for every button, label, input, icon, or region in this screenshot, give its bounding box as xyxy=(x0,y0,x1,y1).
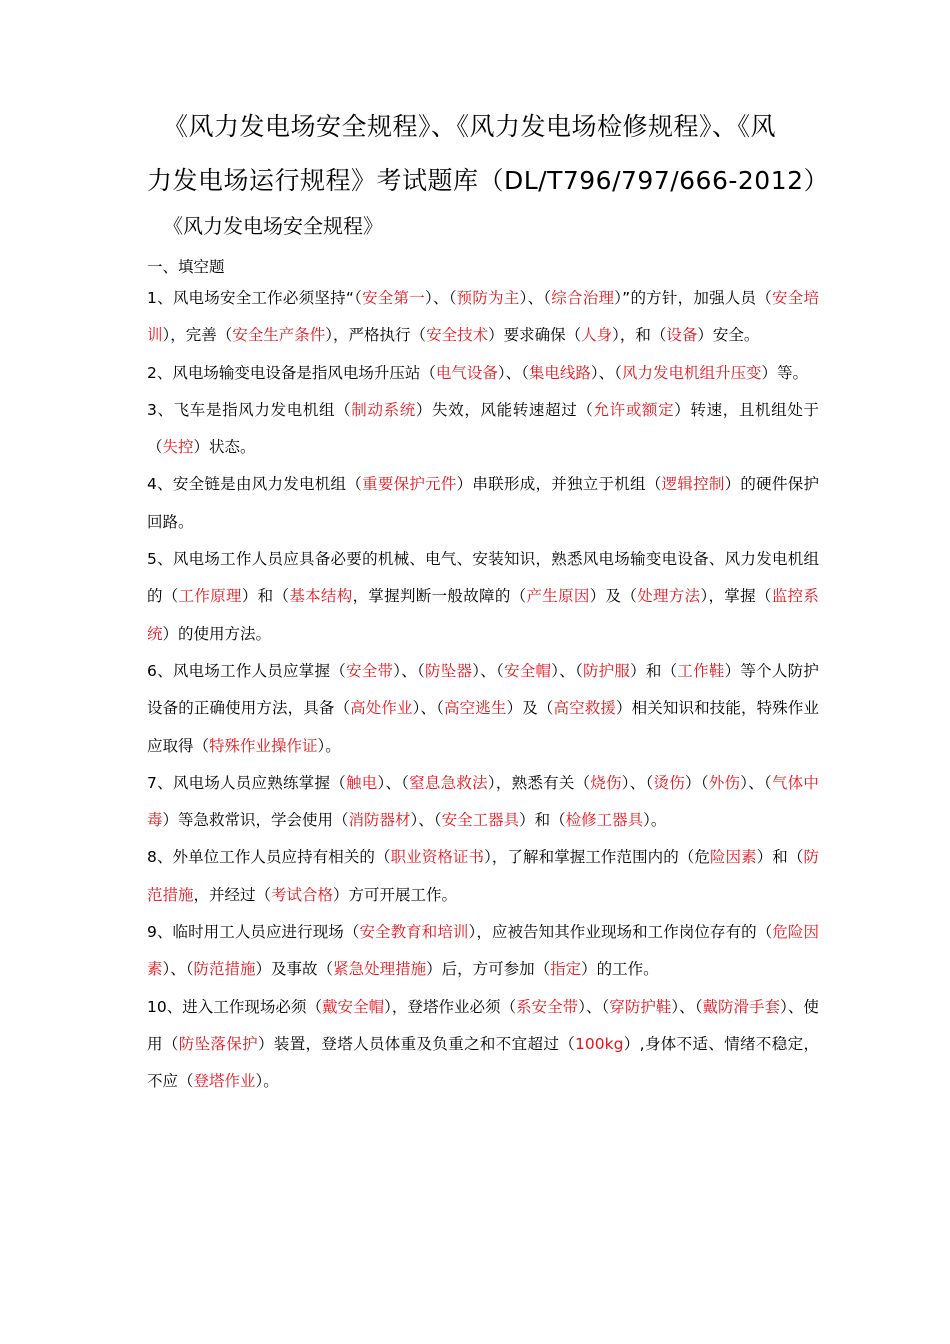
answer-text: 安全工器具 xyxy=(441,811,520,830)
question-text: ），登塔作业必须（ xyxy=(384,997,517,1016)
answer-text: 制动系统 xyxy=(351,400,416,419)
question-text: ）失效，风能转速超过（ xyxy=(415,400,594,419)
answer-text: 集电线路 xyxy=(528,363,591,382)
question-item xyxy=(147,355,819,392)
question-item xyxy=(147,466,819,541)
answer-text: 烧伤 xyxy=(590,773,622,792)
question-text: ）等急救常识，学会使用（ xyxy=(162,811,349,830)
question-text: ）、（ xyxy=(671,997,703,1016)
question-text: ），完善（ xyxy=(162,326,233,345)
question-text: ）、（ xyxy=(740,773,772,792)
answer-text: 高处作业 xyxy=(350,699,413,718)
question-text: 8、外单位工作人员应持有相关的（ xyxy=(147,848,391,867)
answer-text: 综合治理 xyxy=(551,289,615,307)
question-text: ）等个人防护设备的正确使用方法，具备（ xyxy=(147,661,819,718)
answer-text: 防护服 xyxy=(582,661,631,680)
document-title xyxy=(147,100,830,208)
answer-text: 紧急处理措施 xyxy=(333,960,427,979)
question-text: ）和（ xyxy=(241,587,290,606)
question-text: ）和（ xyxy=(519,811,566,830)
answer-text: 检修工器具 xyxy=(565,811,644,830)
question-text: ）的工作。 xyxy=(581,960,659,979)
question-text: ）、（ xyxy=(497,363,529,382)
question-text: ）等。 xyxy=(761,363,808,382)
answer-text: 设备 xyxy=(666,326,698,345)
answer-text: 特殊作业操作证 xyxy=(209,736,318,755)
question-text: ），严格执行（ xyxy=(325,326,427,345)
answer-text: 产生原因 xyxy=(526,587,590,606)
question-text: 9、临时用工人员应进行现场（ xyxy=(147,923,360,942)
answer-text: 防坠器 xyxy=(425,661,473,680)
question-text: ）要求确保（ xyxy=(488,326,582,345)
question-text: 1、风电场安全工作必须坚持“（ xyxy=(147,289,363,307)
answer-text: 监控系统 xyxy=(147,587,819,643)
section-heading: 一、填空题 xyxy=(147,258,225,276)
answer-text: 人身 xyxy=(581,326,613,345)
question-text: ）、（ xyxy=(621,773,654,792)
question-text: ）、（ xyxy=(162,960,194,979)
answer-text: 登塔作业 xyxy=(193,1072,256,1091)
question-text: ）、（ xyxy=(424,289,457,307)
answer-text: 消防器材 xyxy=(348,811,411,830)
answer-text: 戴安全帽 xyxy=(322,997,385,1016)
answer-text: 危险因素 xyxy=(147,923,819,979)
question-text: ）、（ xyxy=(519,289,552,307)
answer-text: 基本结构 xyxy=(289,587,353,606)
question-text: ）串联形成，并独立于机组（ xyxy=(456,475,662,494)
question-text: 4、安全链是由风力发电机组（ xyxy=(147,475,363,494)
answer-text: 烫伤 xyxy=(653,773,685,792)
answer-text: 防坠落保护 xyxy=(178,1034,258,1053)
question-item xyxy=(147,280,819,355)
question-text: ）后，方可参加（ xyxy=(426,960,551,979)
answer-text: 外伤 xyxy=(708,773,741,792)
question-item xyxy=(147,392,819,467)
title-line-1: 《风力发电场安全规程》、《风力发电场检修规程》、《风 xyxy=(163,112,777,141)
answer-text: 指定 xyxy=(550,960,582,979)
question-text: 5、风电场工作人员应具备必要的机械、电气、安装知识，熟悉风电场输变电设备、风力发电机组的（ xyxy=(147,550,819,606)
question-text: 3、飞车是指风力发电机组（ xyxy=(147,400,352,419)
answer-text: 穿防护鞋 xyxy=(609,997,672,1016)
answer-text: 险因素 xyxy=(709,848,757,867)
answer-text: 高空救援 xyxy=(553,699,616,718)
question-text: ）及（ xyxy=(506,699,554,718)
question-text: ），应被告知其作业现场和工作岗位存有的（ xyxy=(468,923,773,942)
answer-text: 预防为主 xyxy=(456,289,520,307)
answer-text: 系安全带 xyxy=(516,997,579,1016)
answer-text: 电气设备 xyxy=(435,363,498,382)
question-text: 10、进入工作现场必须（ xyxy=(147,997,323,1016)
question-text: ）的硬件保护回路。 xyxy=(147,475,819,531)
answer-text: 考试合格 xyxy=(271,885,334,904)
answer-text: 触电 xyxy=(345,773,378,792)
question-text: ，掌握判断一般故障的（ xyxy=(352,587,527,606)
answer-text: 安全帽 xyxy=(503,661,552,680)
question-text: ）装置，登塔人员体重及负重之和不宜超过（ xyxy=(257,1034,576,1053)
answer-text: 窒息急救法 xyxy=(409,773,488,792)
question-text: ）”的方针，加强人员（ xyxy=(614,289,772,307)
answer-text: 气体中毒 xyxy=(147,773,819,830)
question-text: ），和（ xyxy=(612,326,667,345)
question-text: ）和（ xyxy=(756,848,804,867)
question-text: ）。 xyxy=(255,1072,279,1091)
question-text: ）、（ xyxy=(590,363,622,382)
question-text: ）、（ xyxy=(412,699,445,718)
answer-text: 工作鞋 xyxy=(677,661,725,680)
question-text: ）安全。 xyxy=(697,326,760,345)
question-text: ）状态。 xyxy=(193,438,256,457)
question-text: ）方可开展工作。 xyxy=(333,885,458,904)
answer-text: 职业资格证书 xyxy=(390,848,485,867)
question-text: ）相关知识和技能，特殊作业应取得（ xyxy=(147,699,819,755)
question-text: ）及（ xyxy=(589,587,638,606)
answer-text: 安全生产条件 xyxy=(232,326,326,345)
question-item xyxy=(147,653,819,765)
answer-text: 安全技术 xyxy=(426,326,489,345)
question-text: ）、（ xyxy=(578,997,610,1016)
question-text: ）。 xyxy=(317,736,341,755)
answer-text: 高空逃生 xyxy=(444,699,507,718)
question-item xyxy=(147,839,819,914)
answer-text: 防范措施 xyxy=(193,960,256,979)
question-list xyxy=(147,280,819,1101)
question-text: ）转速，且机组处于（ xyxy=(147,400,819,457)
answer-text: 风力发电机组升压变 xyxy=(621,363,762,382)
answer-text: 100kg xyxy=(575,1034,624,1053)
answer-text: 防范措施 xyxy=(147,848,819,904)
question-text: ）、（ xyxy=(472,661,504,680)
document-subtitle: 《风力发电场安全规程》 xyxy=(163,214,383,238)
question-text: 2、风电场输变电设备是指风电场升压站（ xyxy=(147,363,436,382)
question-text: ，并经过（ xyxy=(193,885,272,904)
answer-text: 允许或额定 xyxy=(593,400,675,419)
answer-text: 安全教育和培训 xyxy=(359,923,469,942)
question-text: ）、（ xyxy=(393,661,425,680)
answer-text: 逻辑控制 xyxy=(661,475,725,494)
question-text: ）的使用方法。 xyxy=(162,624,272,643)
answer-text: 重要保护元件 xyxy=(362,475,457,494)
question-text: ），掌握（ xyxy=(700,587,772,606)
answer-text: 安全第一 xyxy=(362,289,425,307)
question-item xyxy=(147,914,819,989)
question-text: 6、风电场工作人员应掌握（ xyxy=(147,661,347,680)
question-text: ）、（ xyxy=(410,811,442,830)
answer-text: 安全带 xyxy=(346,661,394,680)
question-item xyxy=(147,989,819,1101)
question-text: ）及事故（ xyxy=(255,960,334,979)
question-text: ）、（ xyxy=(551,661,583,680)
question-text: ）（ xyxy=(684,773,709,792)
question-item xyxy=(147,541,819,653)
question-text: 7、风电场人员应熟练掌握（ xyxy=(147,773,346,792)
question-text: ）、（ xyxy=(377,773,410,792)
answer-text: 工作原理 xyxy=(178,587,242,606)
question-text: ）,身体不适、情绪不稳定，不应（ xyxy=(147,1034,819,1091)
answer-text: 处理方法 xyxy=(637,587,701,606)
question-text: ），了解和掌握工作范围内的（危 xyxy=(484,848,710,867)
question-text: ），熟悉有关（ xyxy=(487,773,591,792)
answer-text: 戴防滑手套 xyxy=(702,997,781,1016)
question-text: ）、使用（ xyxy=(147,997,819,1053)
answer-text: 安全培训 xyxy=(147,289,819,345)
question-item xyxy=(147,765,819,840)
title-line-2: 力发电场运行规程》考试题库（DL/T796/797/666-2012） xyxy=(147,166,830,195)
answer-text: 失控 xyxy=(162,438,194,457)
question-text: ）和（ xyxy=(630,661,678,680)
question-text: ）。 xyxy=(643,811,667,830)
